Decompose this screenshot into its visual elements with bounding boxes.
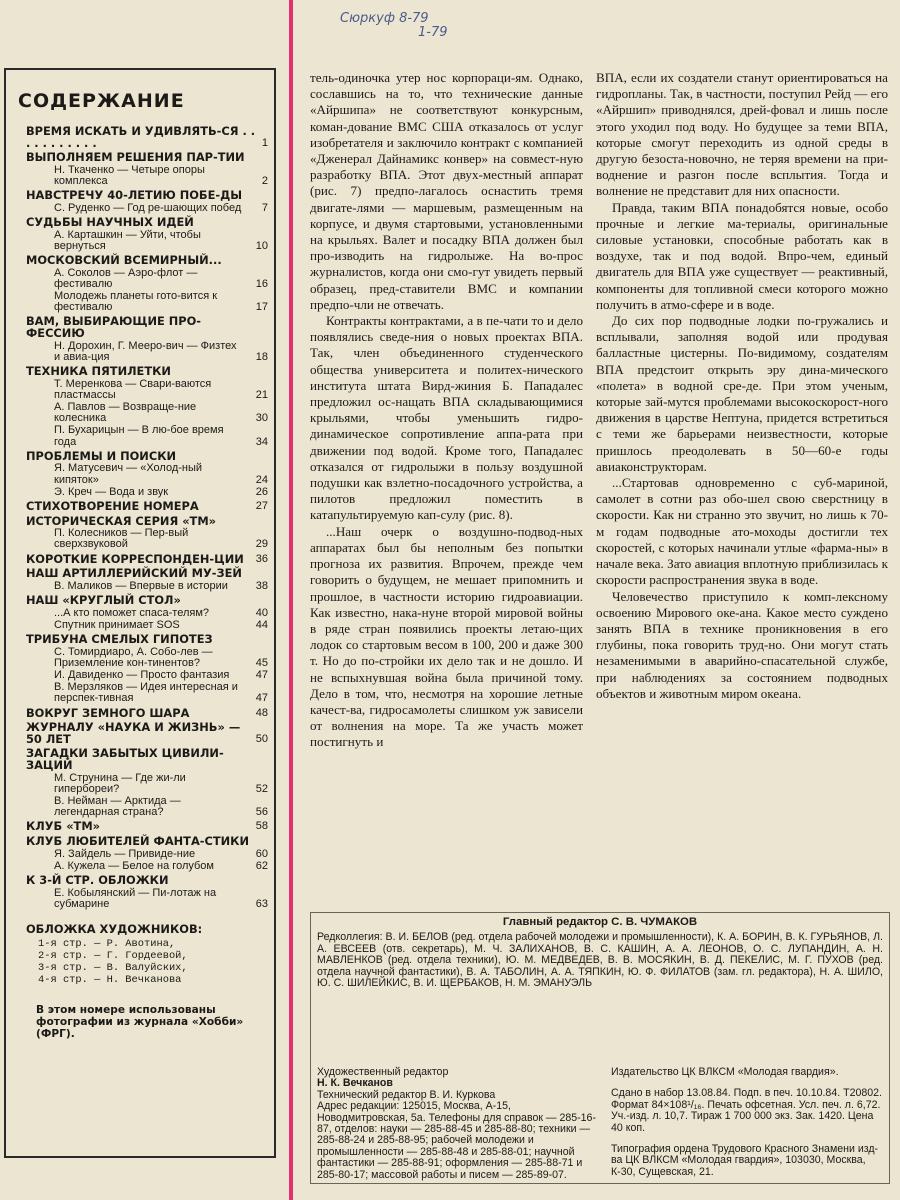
toc-entry <box>54 682 268 704</box>
toc-list <box>6 126 274 910</box>
toc-section-heading <box>26 126 268 149</box>
toc-entry <box>54 425 268 447</box>
toc-page-number: 50 <box>255 732 268 745</box>
toc-page-number: 29 <box>255 538 268 551</box>
toc-page-number: 58 <box>255 820 268 833</box>
cover-artist-line: 1-я стр. — Р. Авотина, <box>38 937 176 950</box>
toc-section-title: ВРЕМЯ ИСКАТЬ И УДИВЛЯТЬ-СЯ . . . . . . . . . . . <box>26 124 256 150</box>
tech-editor: Технический редактор В. И. Куркова <box>317 1088 496 1101</box>
toc-page-number: 10 <box>255 239 268 252</box>
toc-page-number: 17 <box>255 301 268 314</box>
toc-page-number: 1 <box>261 136 268 149</box>
toc-section-heading <box>26 833 268 848</box>
print-info: Сдано в набор 13.08.84. Подп. в печ. 10.10.84. Т20802. Формат 84×108¹/₁₆. Печать офсетная. Усл. печ. л. 6,72. Уч.-изд. л. 10,7. Тираж 1 700 000 экз. Зак. 1420. Цена 40 коп. <box>611 1087 882 1134</box>
toc-entry <box>54 165 268 187</box>
toc-section-heading <box>26 705 268 720</box>
toc-entry <box>54 379 268 401</box>
toc-section-heading <box>26 316 268 339</box>
cover-artist-line: 4-я стр. — Н. Вечканова <box>38 973 182 986</box>
toc-section-heading <box>26 592 268 607</box>
toc-page-number: 24 <box>255 473 268 486</box>
toc-entry-title: Я. Матусевич — «Холод-ный кипяток» <box>54 462 203 486</box>
toc-page-number: 63 <box>255 897 268 910</box>
toc-entry <box>54 647 268 669</box>
toc-entry <box>54 291 268 313</box>
chief-editor: Главный редактор С. В. ЧУМАКОВ <box>502 916 698 928</box>
article-paragraph: ...Стартовав одновременно с суб-мариной, самолет в сотни раз обо-шел свою сверстницу в скорости. Как ни странно это звучит, но лишь к 70-м годам подводные ато-моходы достигли тех скоростей, с которых начинали утлые «фарма-ны» в начале века. Зато авиация вплотную приблизилась к скорости распространения звука в воде. <box>596 475 888 588</box>
toc-entry-title: С. Руденко — Год ре-шающих побед <box>54 201 242 214</box>
toc-page-number: 26 <box>255 485 268 498</box>
toc-entry <box>54 773 268 795</box>
editorial-address: Адрес редакции: 125015, Москва, А-15, Новодмитровская, 5а. Телефоны для справок — 285-16-87, отделов: науки — 285-88-45 и 285-88-80; техники — 285-88-24 и 285-88-95; рабочей молодежи и промышленности — 285-88-48 и 285-88-01; научной фантастики — 285-88-91; оформления — 285-88-71 и 285-80-17; массовой работы и писем — 285-89-07. <box>317 1100 596 1181</box>
article-paragraph: ...Наш очерк о воздушно-подвод-ных аппаратах был бы неполным без попытки прогноза их развития. Впрочем, прежде чем говорить о будущем, не мешает припомнить и прошлое, в частности историю гидроавиации. Как известно, нака-нуне второй мировой войны в ряде стран появились проекты летаю-щих лодок со стартовым весом в 100, 200 и даже 300 т. Но до по-стройки их дело так и не дошло. И не вспыхнувшая война была причиной тому. Дело в том, что, несмотря на хорошие летные качест-ва, гидросамолеты слишком уж зависели от волнения на море. Та же участь может постигнуть и <box>310 523 583 750</box>
art-editor-name: Н. К. Вечканов <box>317 1077 393 1090</box>
toc-entry-title: В. Нейман — Арктида — легендарная страна? <box>54 794 181 819</box>
toc-section-title: НАВСТРЕЧУ 40-ЛЕТИЮ ПОБЕ-ДЫ <box>26 188 243 203</box>
cover-artists-title: ОБЛОЖКА ХУДОЖНИКОВ: <box>26 921 203 936</box>
toc-entry-title: Спутник принимает SOS <box>54 618 180 631</box>
toc-section-title: НАШ «КРУГЛЫЙ СТОЛ» <box>26 592 181 607</box>
toc-section-heading <box>26 551 268 566</box>
printer-info: Типография ордена Трудового Красного Знамени изд-ва ЦК ВЛКСМ «Молодая гвардия», 103030, Москва, К-30, Сущевская, 21. <box>611 1143 879 1178</box>
toc-entry-title: В. Маликов — Впервые в истории <box>54 579 228 592</box>
handwritten-line: Сюркуф 8-79 <box>340 11 429 26</box>
article-paragraph: тель-одиночка утер нос корпораци-ям. Однако, сославшись на то, что технические данные «Айршипа» не соответствуют конкурсным, коман-дование ВМС США отказалось от услуг изобретателя и заключило контракт с компанией «Дженерал Дайнамикс конвер» на совмест-ную разработку ВПА. Этот двух-местный аппарат (рис. 7) предпо-лагалось оснастить тремя двигате-лями — маршевым, размещенным на корпусе, и двумя стартовыми, установленными на крыльях. Валет и посадку ВПА должен был про-изводить на гидролыже. На во-прос журналистов, когда они смо-гут увидеть первый образец, пред-ставители ВМС и компании предпо-чли не отвечать. <box>310 70 583 312</box>
toc-entry-title: ...А кто поможет спаса-телям? <box>54 606 209 619</box>
handwritten-note <box>340 12 448 40</box>
toc-section-title: ИСТОРИЧЕСКАЯ СЕРИЯ «ТМ» <box>26 513 217 528</box>
toc-entry-title: Н. Ткаченко — Четыре опоры комплекса <box>54 163 205 187</box>
toc-page-number: 45 <box>255 656 268 669</box>
toc-entry-title: А. Павлов — Возвраще-ние колесника <box>54 400 197 425</box>
toc-section-title: НАШ АРТИЛЛЕРИЙСКИЙ МУ-ЗЕЙ <box>26 566 242 581</box>
toc-section-title: КЛУБ «ТМ» <box>26 819 101 834</box>
toc-entry <box>54 849 268 860</box>
toc-section-heading <box>26 448 268 463</box>
toc-entry-title: П. Бухарицын — В лю-бое время года <box>54 424 224 448</box>
toc-section-heading <box>26 631 268 646</box>
toc-section-title: ПРОБЛЕМЫ И ПОИСКИ <box>26 448 177 463</box>
toc-section-title: МОСКОВСКИЙ ВСЕМИРНЫЙ... <box>26 252 222 267</box>
toc-entry <box>54 487 268 498</box>
article-column-2 <box>596 70 888 702</box>
toc-section-title: КЛУБ ЛЮБИТЕЛЕЙ ФАНТА-СТИКИ <box>26 833 250 848</box>
toc-page-number: 36 <box>255 552 268 565</box>
toc-section-heading <box>26 872 268 887</box>
toc-section-heading <box>26 748 268 771</box>
toc-page-number: 52 <box>255 782 268 795</box>
handwritten-line: 1-79 <box>418 25 448 40</box>
toc-entry <box>54 620 268 631</box>
article-paragraph: Контракты контрактами, а в пе-чати то и дело появлялись сведе-ния о новых проектах ВПА. Так, член объединенного студенческого общества университета и политех-нического института штата Вирд-жиния Б. Пападалес предложил ос-нащать ВПА складывающимися крыльями, чтобы уменьшить гидро-динамическое сопротивление аппа-рата при движении под водой. Кроме того, Пападалес отказался от гидролыжи в пользу воздушной подушки как взлетно-посадочного устройства, а пилотов предложил поместить в катапультируемую кап-сулу (рис. 8). <box>310 313 583 523</box>
toc-entry-title: Молодежь планеты гото-вится к фестивалю <box>54 289 218 314</box>
toc-entry <box>54 861 268 872</box>
toc-entry <box>54 608 268 619</box>
article-column-1 <box>310 70 583 751</box>
article-paragraph: Человечество приступило к комп-лексному освоению Мирового оке-ана. Какое место суждено занять ВПА в технике проникновения в его глубины, пока говорить труд-но. Они могут стать незаменимыми в аварийно-спасательной службе, при наблюдениях за состоянием подводных объектов и животным миром океана. <box>596 588 888 701</box>
toc-entry-title: М. Струнина — Где жи-ли гипербореи? <box>54 771 186 795</box>
toc-entry <box>54 888 268 910</box>
editorial-board: Редколлегия: В. И. БЕЛОВ (ред. отдела рабочей молодежи и промышленности), К. А. БОРИН, В. К. ГУРЬЯНОВ, Л. А. ЕВСЕЕВ (отв. секретарь), М. Ч. ЗАЛИХАНОВ, В. С. КАШИН, А. А. ЛЕОНОВ, О. С. ЛУПАНДИН, А. Н. МАВЛЕНКОВ (ред. отдела техники), Ю. М. МЕДВЕДЕВ, В. В. МОСЯКИН, В. Д. ПЕКЕЛИС, М. Г. ПУХОВ (ред. отдела научной фантастики), В. А. ТАБОЛИН, А. А. ТЯПКИН, Ю. Ф. ФИЛАТОВ (зам. гл. редактора), Н. А. ШИЛО, Ю. С. ШИЛЕЙКИС, В. И. ЩЕРБАКОВ, Н. М. ЭМАНУЭЛЬ <box>317 931 883 990</box>
toc-section-heading <box>26 513 268 528</box>
toc-section-title: ТЕХНИКА ПЯТИЛЕТКИ <box>26 363 171 378</box>
toc-section-title: КОРОТКИЕ КОРРЕСПОНДЕН-ЦИИ <box>26 551 244 566</box>
toc-entry <box>54 341 268 363</box>
toc-entry-title: Е. Кобылянский — Пи-лотаж на субмарине <box>54 886 217 910</box>
toc-entry <box>54 463 268 485</box>
toc-page-number: 27 <box>255 500 268 512</box>
toc-entry <box>54 402 268 424</box>
toc-section-title: ВОКРУГ ЗЕМНОГО ШАРА <box>26 705 190 720</box>
article-paragraph: ВПА, если их создатели станут ориентироваться на гидропланы. Так, в частности, поступил Рейд — его «Айршип» приводнялся, дрей-фовал и лишь после этого уходил под воду. Но будущее за теми ВПА, которые смогут переходить из одной среды в другую безоста-новочно, не теряя времени на при-воднение и разгон после всплытия. Тогда и волнение не представит для них опасности. <box>596 70 888 199</box>
photo-credit-note: В этом номере использованы фотографии из журнала «Хобби» (ФРГ). <box>36 1003 244 1040</box>
toc-entry <box>54 670 268 681</box>
masthead-right <box>611 1067 885 1178</box>
toc-entry-title: П. Колесников — Пер-вый сверхзвуковой <box>54 527 189 551</box>
toc-page-number: 34 <box>255 435 268 448</box>
cover-artist-line: 2-я стр. — Г. Гордеевой, <box>38 949 188 962</box>
toc-entry-title: А. Карташкин — Уйти, чтобы вернуться <box>54 228 201 252</box>
toc-page-number: 47 <box>255 668 268 681</box>
toc-entry-title: Т. Меренкова — Свари-ваются пластмассы <box>54 377 212 401</box>
toc-section-title: СУДЬБЫ НАУЧНЫХ ИДЕЙ <box>26 214 194 229</box>
article-paragraph: До сих пор подводные лодки по-гружались и всплывали, заполняя водой или продувая балластные цистерны. По-видимому, создателям ВПА предстоит открыть эру дина-мического «полета» в водной сре-де. При этом ученым, которые зай-мутся проблемами высокоскорост-ного движения в царстве Нептуна, придется встретиться с теми же барьерами неизвестности, которые пришлось преодолевать в 50—60-е годы авиаконструкторам. <box>596 313 888 474</box>
toc-page-number: 47 <box>255 692 268 705</box>
toc-entry-title: Н. Дорохин, Г. Мееро-вич — Физтех и авиа-ция <box>54 339 237 363</box>
toc-entry-title: И. Давиденко — Просто фантазия <box>54 668 230 681</box>
toc-page-number: 2 <box>261 174 268 187</box>
toc-page-number: 56 <box>255 806 268 819</box>
toc-entry-title: А. Соколов — Аэро-флот — фестивалю <box>54 266 198 290</box>
toc-entry-title: Э. Креч — Вода и звук <box>54 485 169 498</box>
toc-section-title: ТРИБУНА СМЕЛЫХ ГИПОТЕЗ <box>26 631 213 646</box>
toc-entry-title: Я. Зайдель — Привиде-ние <box>54 847 196 860</box>
toc-section-heading <box>26 568 268 580</box>
toc-entry <box>54 528 268 550</box>
toc-section-heading <box>26 152 268 164</box>
publisher: Издательство ЦК ВЛКСМ «Молодая гвардия». <box>611 1066 839 1078</box>
toc-page-number: 21 <box>255 388 268 401</box>
toc-section-heading <box>26 501 268 513</box>
toc-page-number: 48 <box>255 706 268 719</box>
toc-entry <box>54 796 268 818</box>
article-paragraph: Правда, таким ВПА понадобятся новые, особо прочные и легкие ма-териалы, оригинальные силовые установки, способные работать как в воздухе, так и под водой. Впро-чем, единый двигатель для ВПА уже существует — реактивный, компоненты для топливной смеси которого можно получить в атмо-сфере и в воде. <box>596 199 888 312</box>
toc-section-heading <box>26 190 268 202</box>
toc-page-number: 16 <box>255 277 268 290</box>
toc-entry-title: В. Мерзляков — Идея интересная и перспек-тивная <box>54 681 238 705</box>
toc-section-heading <box>26 722 268 745</box>
toc-entry-title: С. Томирдиаро, А. Собо-лев — Приземление кон-тинентов? <box>54 645 213 669</box>
red-column-rule <box>289 0 293 1200</box>
toc-page-number: 30 <box>255 412 268 425</box>
toc-entry <box>54 203 268 214</box>
art-editor-label: Художественный редактор <box>317 1066 449 1078</box>
masthead <box>310 912 890 1184</box>
toc-section-title: К 3-Й СТР. ОБЛОЖКИ <box>26 872 169 887</box>
toc-section-title: СТИХОТВОРЕНИЕ НОМЕРА <box>26 499 199 513</box>
toc-section-heading <box>26 252 268 267</box>
toc-entry <box>54 581 268 592</box>
toc-title: СОДЕРЖАНИЕ <box>18 90 185 112</box>
toc-section-title: ЖУРНАЛУ «НАУКА И ЖИЗНЬ» — 50 ЛЕТ <box>26 720 241 746</box>
toc-page-number: 44 <box>255 618 268 631</box>
toc-page-number: 62 <box>255 859 268 872</box>
masthead-left <box>317 1067 599 1181</box>
toc-section-title: ВАМ, ВЫБИРАЮЩИЕ ПРО-ФЕССИЮ <box>26 314 202 340</box>
toc-page-number: 18 <box>255 350 268 363</box>
toc-section-heading <box>26 363 268 378</box>
toc-entry <box>54 268 268 290</box>
toc-entry-title: А. Кужела — Белое на голубом <box>54 859 214 872</box>
toc-section-title: ЗАГАДКИ ЗАБЫТЫХ ЦИВИЛИ-ЗАЦИЙ <box>26 746 224 772</box>
toc-section-title: ВЫПОЛНЯЕМ РЕШЕНИЯ ПАР-ТИИ <box>26 150 245 165</box>
toc-page-number: 38 <box>255 579 268 592</box>
toc-page-number: 40 <box>255 606 268 619</box>
toc-page-number: 7 <box>261 201 268 214</box>
table-of-contents <box>4 68 276 1158</box>
toc-section-heading <box>26 821 268 833</box>
cover-artist-line: 3-я стр. — В. Валуйских, <box>38 961 188 974</box>
toc-page-number: 60 <box>255 847 268 860</box>
toc-entry <box>54 230 268 252</box>
toc-section-heading <box>26 214 268 229</box>
